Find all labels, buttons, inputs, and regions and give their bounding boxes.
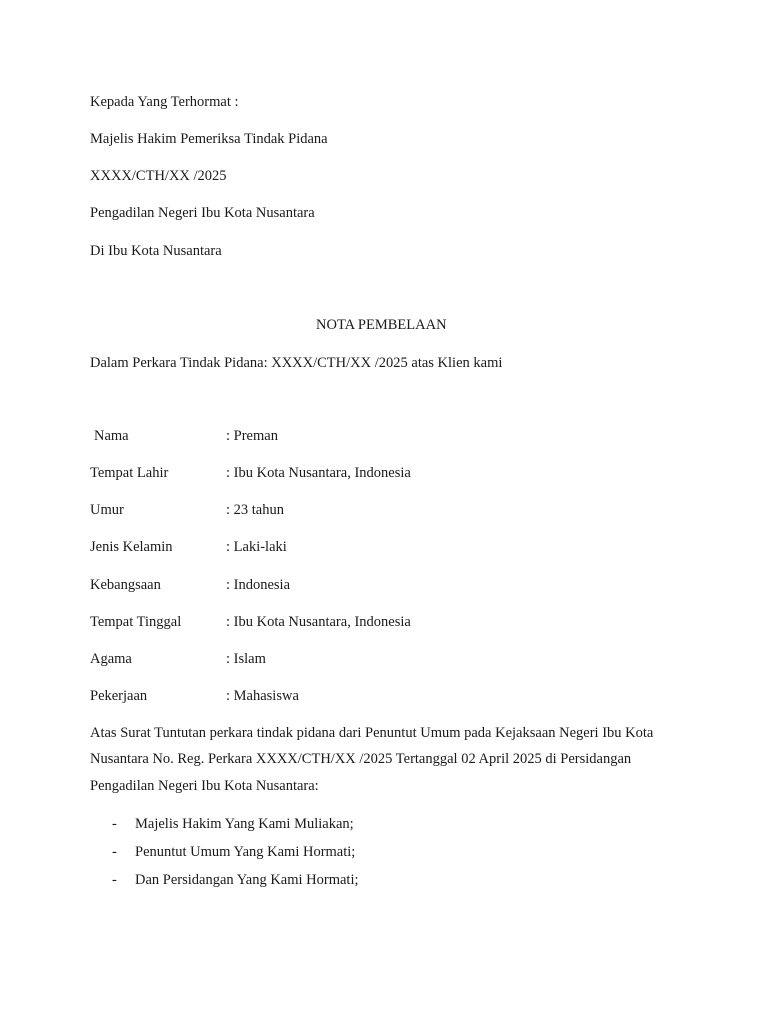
bullet-text: Dan Persidangan Yang Kami Hormati; bbox=[135, 872, 359, 888]
paragraph-line-3: Pengadilan Negeri Ibu Kota Nusantara: bbox=[90, 778, 319, 794]
bullet-text: Majelis Hakim Yang Kami Muliakan; bbox=[135, 816, 354, 832]
identity-value: : Mahasiswa bbox=[226, 688, 299, 704]
identity-value: : Ibu Kota Nusantara, Indonesia bbox=[226, 465, 411, 481]
identity-value: : Preman bbox=[226, 428, 278, 444]
paragraph-line-2: Nusantara No. Reg. Perkara XXXX/CTH/XX /2025 Tertanggal 02 April 2025 di Persidangan bbox=[90, 751, 632, 767]
identity-label: Tempat Lahir bbox=[90, 465, 169, 481]
identity-label: Nama bbox=[94, 428, 129, 444]
identity-label: Pekerjaan bbox=[90, 688, 148, 704]
address-line-court: Pengadilan Negeri Ibu Kota Nusantara bbox=[90, 205, 315, 221]
identity-value: : Ibu Kota Nusantara, Indonesia bbox=[226, 614, 411, 630]
identity-label: Agama bbox=[90, 651, 132, 667]
bullet-text: Penuntut Umum Yang Kami Hormati; bbox=[135, 844, 356, 860]
identity-label: Kebangsaan bbox=[90, 577, 161, 593]
identity-label: Tempat Tinggal bbox=[90, 614, 182, 630]
document-title-text: NOTA PEMBELAAN bbox=[316, 317, 447, 333]
identity-value: : 23 tahun bbox=[226, 502, 284, 518]
identity-label: Umur bbox=[90, 502, 124, 518]
identity-value: : Islam bbox=[226, 651, 266, 667]
bullet-dash: - bbox=[112, 844, 117, 860]
identity-label: Jenis Kelamin bbox=[90, 539, 173, 555]
identity-value: : Indonesia bbox=[226, 577, 291, 593]
address-greeting: Kepada Yang Terhormat : bbox=[90, 94, 239, 110]
address-line-court-panel: Majelis Hakim Pemeriksa Tindak Pidana bbox=[90, 131, 328, 147]
address-line-city: Di Ibu Kota Nusantara bbox=[90, 243, 222, 259]
bullet-dash: - bbox=[112, 872, 117, 888]
bullet-dash: - bbox=[112, 816, 117, 832]
identity-value: : Laki-laki bbox=[226, 539, 287, 555]
paragraph-line-1: Atas Surat Tuntutan perkara tindak pidana dari Penuntut Umum pada Kejaksaan Negeri Ibu Kota bbox=[90, 725, 654, 741]
case-line: Dalam Perkara Tindak Pidana: XXXX/CTH/XX /2025 atas Klien kami bbox=[90, 355, 503, 371]
address-line-case-number: XXXX/CTH/XX /2025 bbox=[90, 168, 227, 184]
